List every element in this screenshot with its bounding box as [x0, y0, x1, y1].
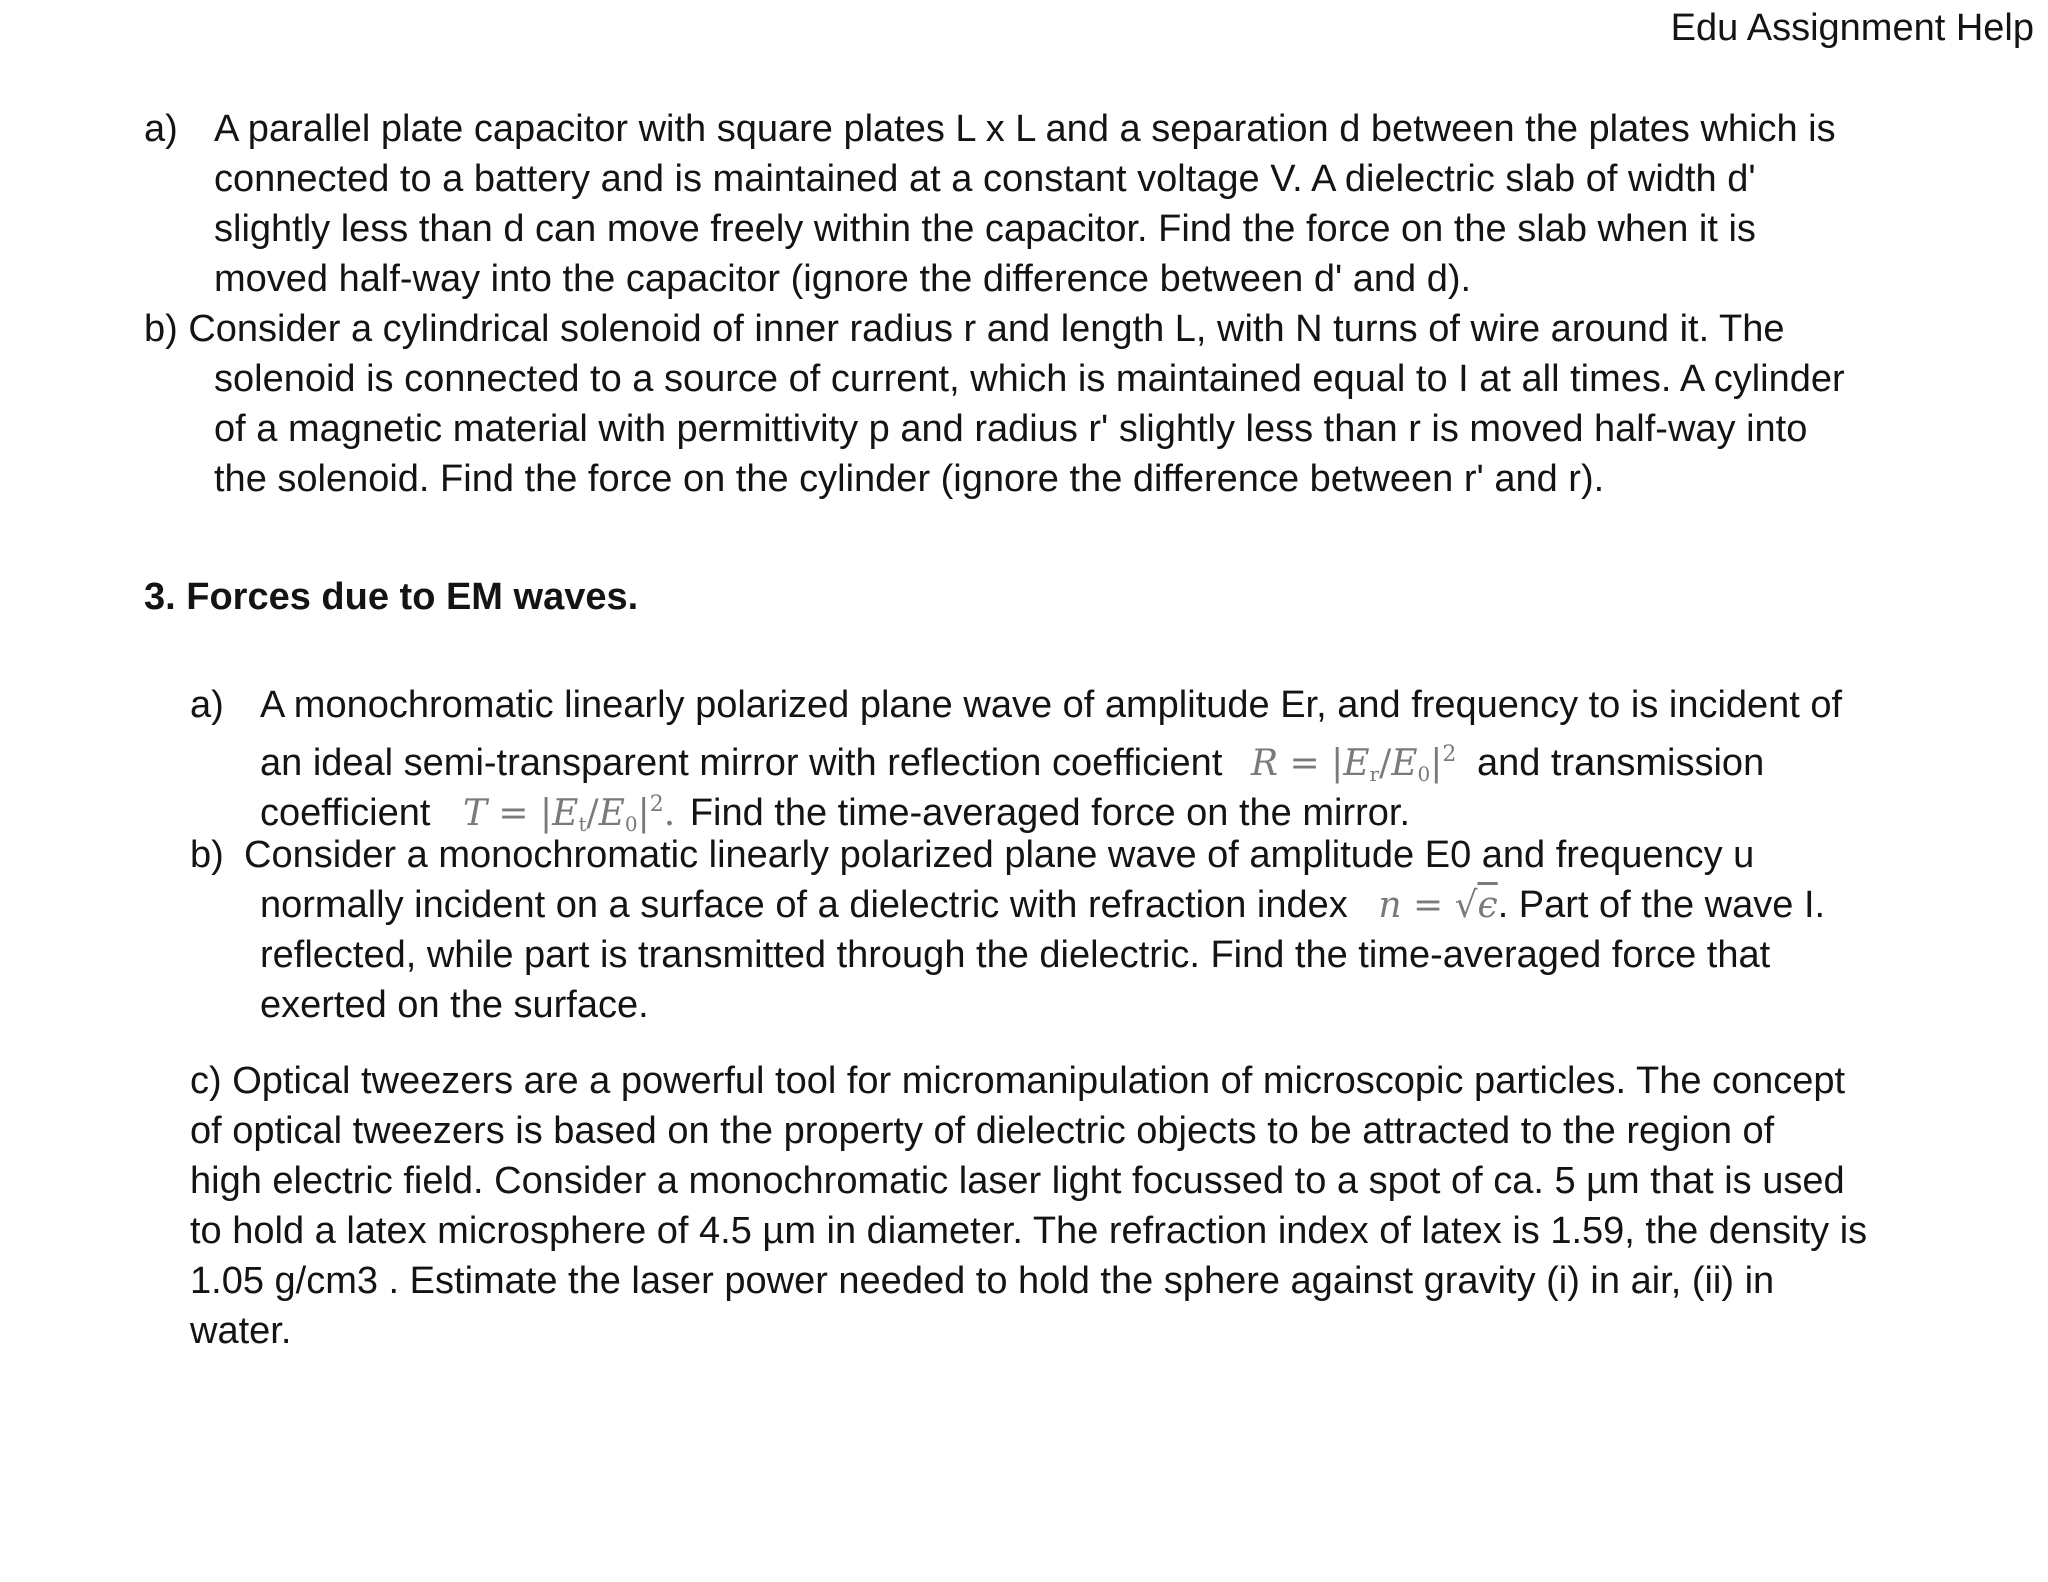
reflection-coefficient-equation: $R = |E_r/E_0|^2$: [1250, 742, 1457, 786]
item-marker: b): [190, 834, 224, 876]
item-marker: a): [190, 684, 224, 726]
problem-3c-line-5: 1.05 g/cm3 . Estimate the laser power needed to hold the sphere against gravity (i) in air, (ii) in: [190, 1260, 1775, 1302]
line-text: Find the time-averaged force on the mirror.: [689, 792, 1411, 834]
line-text: coefficient: [260, 792, 431, 834]
problem-3b-line-2: [260, 880, 1825, 931]
line-text: normally incident on a surface of a dielectric with refraction index: [260, 884, 1348, 926]
problem-3c-line-3: high electric field. Consider a monochromatic laser light focussed to a spot of ca. 5 µm that is used: [190, 1160, 1845, 1202]
problem-3c-line-6: water.: [190, 1310, 292, 1352]
line-text: . Part of the wave I.: [1497, 884, 1826, 926]
problem-2b-line-1: b) Consider a cylindrical solenoid of inner radius r and length L, with N turns of wire around it. The: [144, 308, 1785, 350]
problem-2a-line-4: moved half-way into the capacitor (ignore the difference between d' and d).: [214, 258, 1472, 300]
problem-2a-line-1: A parallel plate capacitor with square plates L x L and a separation d between the plates which is: [214, 108, 1836, 150]
problem-2b: [144, 304, 1924, 514]
problem-3b-line-3: reflected, while part is transmitted through the dielectric. Find the time-averaged force that: [260, 934, 1771, 976]
line-text: and transmission: [1476, 742, 1765, 784]
transmission-coefficient-equation: $T = |E_t/E_0|^2$.: [462, 792, 676, 836]
problem-3c-line-1: c) Optical tweezers are a powerful tool for micromanipulation of microscopic particles. The concept: [190, 1060, 1846, 1102]
item-marker: a): [144, 108, 178, 150]
problem-2a-line-3: slightly less than d can move freely within the capacitor. Find the force on the slab when it is: [214, 208, 1756, 250]
problem-3c-line-4: to hold a latex microsphere of 4.5 µm in diameter. The refraction index of latex is 1.59, the density is: [190, 1210, 1868, 1252]
problem-2b-line-2: solenoid is connected to a source of current, which is maintained equal to I at all times. A cylinder: [214, 358, 1845, 400]
problem-3a-line-1: A monochromatic linearly polarized plane wave of amplitude Er, and frequency to is incident of: [260, 684, 1843, 726]
line-text: an ideal semi-transparent mirror with reflection coefficient: [260, 742, 1223, 784]
refraction-index-equation: n = √ϵ: [1378, 885, 1498, 926]
problem-3c-line-2: of optical tweezers is based on the property of dielectric objects to be attracted to the region of: [190, 1110, 1775, 1152]
problem-2a-line-2: connected to a battery and is maintained at a constant voltage V. A dielectric slab of width d': [214, 158, 1756, 200]
problem-3a: [190, 680, 1950, 840]
problem-2b-line-4: the solenoid. Find the force on the cylinder (ignore the difference between r' and r).: [214, 458, 1605, 500]
problem-2a: [144, 104, 1904, 314]
problem-2b-line-3: of a magnetic material with permittivity p and radius r' slightly less than r is moved half-way into: [214, 408, 1808, 450]
section-title: 3. Forces due to EM waves.: [144, 576, 639, 618]
problem-3b-line-4: exerted on the surface.: [260, 984, 649, 1026]
brand-header: Edu Assignment Help: [1670, 7, 2034, 49]
problem-3b: [190, 830, 1950, 1040]
problem-3c: [190, 1056, 1867, 1356]
problem-3b-line-1: Consider a monochromatic linearly polarized plane wave of amplitude E0 and frequency u: [244, 834, 1755, 876]
